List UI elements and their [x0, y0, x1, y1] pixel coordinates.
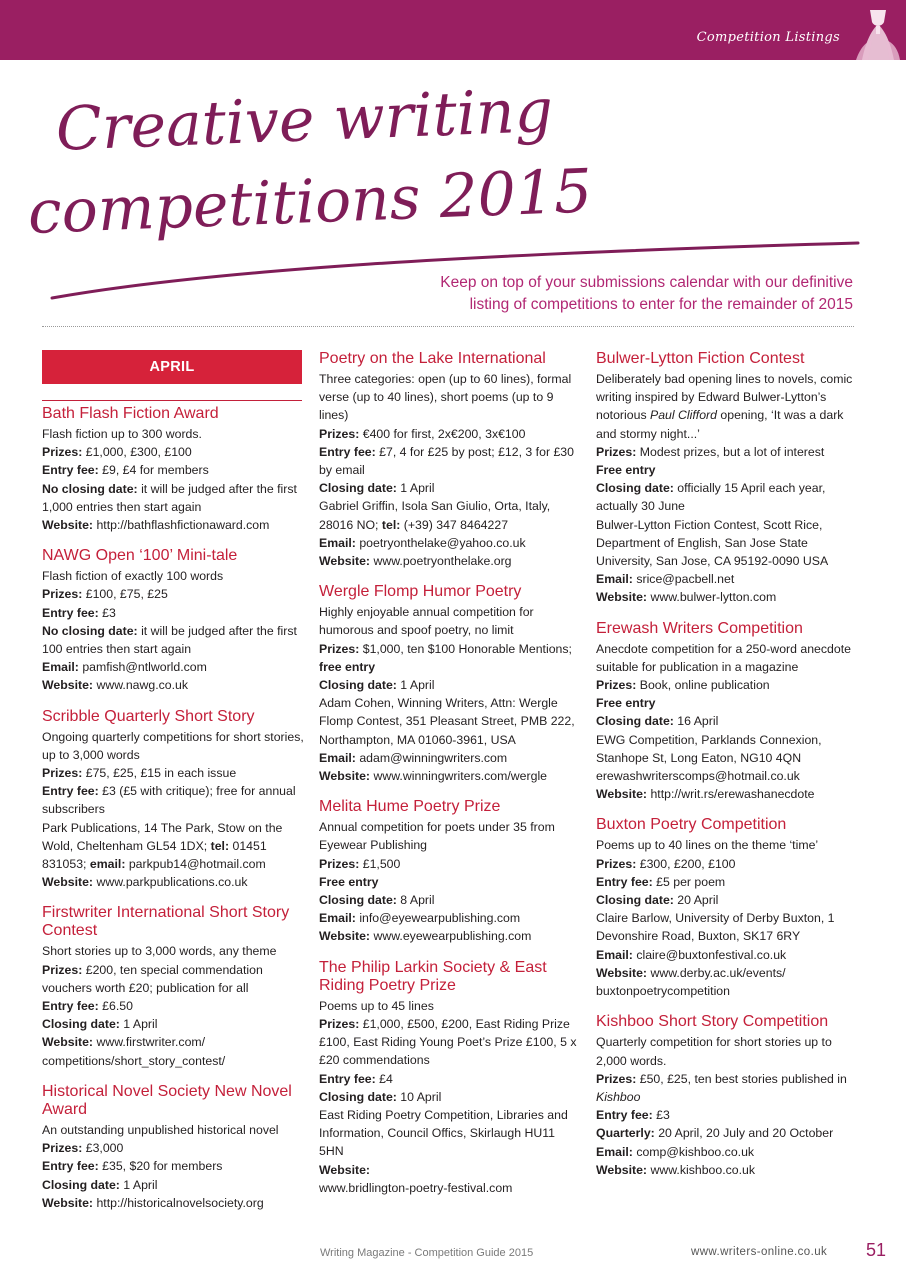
intro-text	[333, 272, 853, 316]
competition-detail: Email: poetryonthelake@yahoo.co.uk	[319, 535, 526, 550]
competition-detail: Website: www.firstwriter.com/ competitions/short_story_contest/	[42, 1035, 226, 1068]
competition-title: Bulwer-Lytton Fiction Contest	[596, 350, 805, 367]
competition-detail: Entry fee: £4	[319, 1071, 393, 1086]
competition-detail: Prizes: £75, £25, £15 in each issue	[42, 766, 237, 781]
competition-entry	[42, 1083, 304, 1212]
competition-detail: Free entry	[596, 463, 656, 478]
title-line-2: competitions 2015	[26, 156, 594, 248]
competition-detail: Annual competition for poets under 35 from Eyewear Publishing	[319, 820, 555, 853]
competition-detail: Quarterly competition for short stories up to 2,000 words.	[596, 1035, 832, 1068]
competition-detail: Adam Cohen, Winning Writers, Attn: Wergle Flomp Contest, 351 Pleasant Street, PMB 222, Northampton, MA 01060-3961, USA	[319, 696, 575, 747]
competition-detail: Email: adam@winningwriters.com	[319, 750, 508, 765]
competition-detail: Prizes: £200, ten special commendation vouchers worth £20; publication for all	[42, 962, 263, 995]
footer-url[interactable]: www.writers-online.co.uk	[691, 1246, 828, 1258]
competition-detail: Prizes: £1,000, £300, £100	[42, 445, 192, 460]
intro-line-2: listing of competitions to enter for the remainder of 2015	[469, 296, 853, 313]
competition-detail: Website: www.derby.ac.uk/events/ buxtonpoetrycompetition	[596, 965, 786, 999]
competition-detail: Email: claire@buxtonfestival.co.uk	[596, 947, 787, 962]
section-label: Competition Listings	[696, 30, 840, 45]
competition-detail: Prizes: Modest prizes, but a lot of interest	[596, 444, 825, 459]
competition-entry	[319, 583, 581, 785]
competition-detail: Flash fiction up to 300 words.	[42, 427, 202, 441]
competition-detail: EWG Competition, Parklands Connexion, Stanhope St, Long Eaton, NG10 4QN	[596, 732, 822, 765]
competition-detail: Entry fee: £9, £4 for members	[42, 463, 209, 478]
competition-detail: Park Publications, 14 The Park, Stow on the Wold, Cheltenham GL54 1DX; tel: 01451 831053; email: parkpub14@hotmail.com	[42, 820, 283, 872]
competition-entry	[596, 1013, 858, 1179]
competition-entry	[42, 708, 304, 892]
competition-detail: Closing date: 8 April	[319, 893, 435, 908]
competition-detail: Closing date: 16 April	[596, 714, 719, 729]
competition-detail: Prizes: $1,000, ten $100 Honorable Mentions; free entry	[319, 641, 572, 674]
competition-title: Wergle Flomp Humor Poetry	[319, 583, 522, 601]
competition-detail: Website: www.parkpublications.co.uk	[42, 875, 248, 890]
competition-detail: Prizes: £1,500	[319, 856, 401, 871]
competition-detail: Closing date: 1 April	[42, 1177, 158, 1192]
competition-detail: Website: http://historicalnovelsociety.org	[42, 1195, 264, 1210]
competition-detail: Website: http://writ.rs/erewashanecdote	[596, 787, 815, 802]
competition-detail: East Riding Poetry Competition, Libraries and Information, Council Offics, Skirlaugh HU11 5HN	[319, 1107, 568, 1159]
competition-detail: Flash fiction of exactly 100 words	[42, 569, 224, 584]
competition-detail: Short stories up to 3,000 words, any theme	[42, 944, 277, 959]
competition-detail: Anecdote competition for a 250-word anecdote suitable for publication in a magazine	[596, 641, 851, 674]
competition-detail: Closing date: 1 April	[319, 481, 435, 496]
competition-detail: Entry fee: £3 (£5 with critique); free for annual subscribers	[42, 784, 296, 817]
competition-detail: Prizes: Book, online publication	[596, 678, 770, 693]
competition-entry	[596, 620, 858, 804]
competition-detail: Prizes: £100, £75, £25	[42, 587, 168, 602]
competition-entry	[319, 798, 581, 945]
competition-detail: Poems up to 45 lines	[319, 998, 434, 1013]
competition-detail: No closing date: it will be judged after the first 100 entries then start again	[42, 623, 297, 657]
competition-detail: Free entry	[596, 696, 656, 711]
competition-detail: Email: comp@kishboo.co.uk	[596, 1144, 755, 1159]
month-banner: APRIL	[42, 350, 302, 384]
competition-title: NAWG Open ‘100’ Mini-tale	[42, 547, 238, 565]
competition-detail: Quarterly: 20 April, 20 July and 20 October	[596, 1126, 834, 1141]
competition-detail: Gabriel Griffin, Isola San Giulio, Orta, Italy, 28016 NO; tel: (+39) 347 8464227	[319, 499, 551, 532]
competition-detail: Prizes: €400 for first, 2x€200, 3x€100	[319, 426, 526, 441]
competition-detail: Entry fee: £35, $20 for members	[42, 1159, 223, 1174]
competition-detail: www.bridlington-poetry-festival.com	[319, 1180, 513, 1195]
column-2	[319, 350, 581, 1210]
competition-detail: Poems up to 40 lines on the theme ‘time’	[596, 838, 819, 853]
competition-detail: Prizes: £3,000	[42, 1141, 124, 1156]
page-number: 51	[866, 1240, 887, 1260]
competition-detail: erewashwriterscomps@hotmail.co.uk	[596, 769, 800, 784]
header-bar	[0, 0, 906, 60]
competition-detail: Free entry	[319, 874, 379, 889]
competition-title: The Philip Larkin Society & East Riding Poetry Prize	[319, 958, 547, 994]
footer-publication: Writing Magazine - Competition Guide 2015	[320, 1247, 534, 1259]
competition-detail: Website: www.nawg.co.uk	[42, 678, 189, 693]
divider	[42, 400, 302, 401]
competition-detail: Closing date: 1 April	[42, 1017, 158, 1032]
competition-detail: Entry fee: £3	[596, 1108, 670, 1123]
competition-detail: Claire Barlow, University of Derby Buxton, 1 Devonshire Road, Buxton, SK17 6RY	[596, 911, 835, 944]
competition-title: Historical Novel Society New Novel Award	[42, 1082, 292, 1118]
competition-title: Melita Hume Poetry Prize	[319, 798, 501, 816]
intro-line-1: Keep on top of your submissions calendar with our definitive	[440, 274, 853, 291]
competition-detail: Email: info@eyewearpublishing.com	[319, 911, 521, 926]
competition-detail: Website: www.kishboo.co.uk	[596, 1162, 756, 1177]
competition-detail: Prizes: £300, £200, £100	[596, 856, 736, 871]
competition-detail: Email: pamfish@ntlworld.com	[42, 660, 207, 675]
competition-detail: No closing date: it will be judged after the first 1,000 entries then start again	[42, 481, 297, 514]
competition-detail: Bulwer-Lytton Fiction Contest, Scott Rice, Department of English, San Jose State University, San Jose, CA 95192-0090 USA	[596, 517, 829, 569]
competition-detail: Website: www.bulwer-lytton.com	[596, 590, 777, 605]
competition-detail: Closing date: 20 April	[596, 893, 719, 908]
column-1	[42, 350, 304, 1225]
page-title	[26, 75, 868, 252]
competition-detail: Website: www.poetryonthelake.org	[319, 554, 512, 569]
title-line-1: Creative writing	[54, 75, 555, 165]
competition-title: Erewash Writers Competition	[596, 619, 803, 637]
column-3	[596, 350, 858, 1192]
competition-detail: Email: srice@pacbell.net	[596, 572, 735, 587]
competition-entry	[42, 405, 304, 534]
competition-detail: Closing date: officially 15 April each year, actually 30 June	[596, 481, 826, 514]
trophy-icon	[848, 0, 906, 60]
competition-title: Kishboo Short Story Competition	[596, 1013, 829, 1031]
competition-detail: Entry fee: £7, 4 for £25 by post; £12, 3 for £30 by email	[319, 444, 574, 478]
competition-title: Buxton Poetry Competition	[596, 816, 787, 834]
competition-detail: Website:	[319, 1162, 371, 1177]
competition-detail: An outstanding unpublished historical novel	[42, 1122, 279, 1137]
competition-detail: Deliberately bad opening lines to novels, comic writing inspired by Edward Bulwer-Lytton’s notorious Paul Clifford opening, ‘It was a dark and stormy night...’	[596, 372, 853, 441]
competition-detail: Entry fee: £6.50	[42, 999, 133, 1014]
competition-title: Poetry on the Lake International	[319, 350, 546, 367]
competition-detail: Ongoing quarterly competitions for short stories, up to 3,000 words	[42, 729, 304, 762]
competition-entry	[42, 547, 304, 694]
competition-entry	[42, 904, 304, 1069]
competition-detail: Entry fee: £3	[42, 605, 116, 620]
competition-title: Bath Flash Fiction Award	[42, 405, 219, 422]
competition-detail: Website: http://bathflashfictionaward.com	[42, 518, 270, 533]
competition-detail: Three categories: open (up to 60 lines), formal verse (up to 40 lines), short poems (up to 9 lines)	[319, 372, 572, 423]
competition-entry	[319, 350, 581, 570]
competition-title: Firstwriter International Short Story Contest	[42, 904, 290, 940]
competition-detail: Prizes: £1,000, £500, £200, East Riding Prize £100, East Riding Young Poet’s Prize £100, 5 x £20 commendations	[319, 1016, 577, 1068]
competition-entry	[319, 959, 581, 1197]
competition-detail: Entry fee: £5 per poem	[596, 874, 726, 889]
competition-detail: Website: www.winningwriters.com/wergle	[319, 769, 548, 784]
competition-detail: Prizes: £50, £25, ten best stories published in Kishboo	[596, 1071, 847, 1104]
competition-detail: Closing date: 1 April	[319, 678, 435, 693]
divider	[42, 326, 854, 327]
competition-detail: Website: www.eyewearpublishing.com	[319, 929, 532, 944]
competition-title: Scribble Quarterly Short Story	[42, 707, 255, 725]
competition-entry	[596, 350, 858, 607]
competition-detail: Closing date: 10 April	[319, 1089, 442, 1104]
competition-entry	[596, 816, 858, 1000]
competition-detail: Highly enjoyable annual competition for humorous and spoof poetry, no limit	[319, 605, 534, 638]
